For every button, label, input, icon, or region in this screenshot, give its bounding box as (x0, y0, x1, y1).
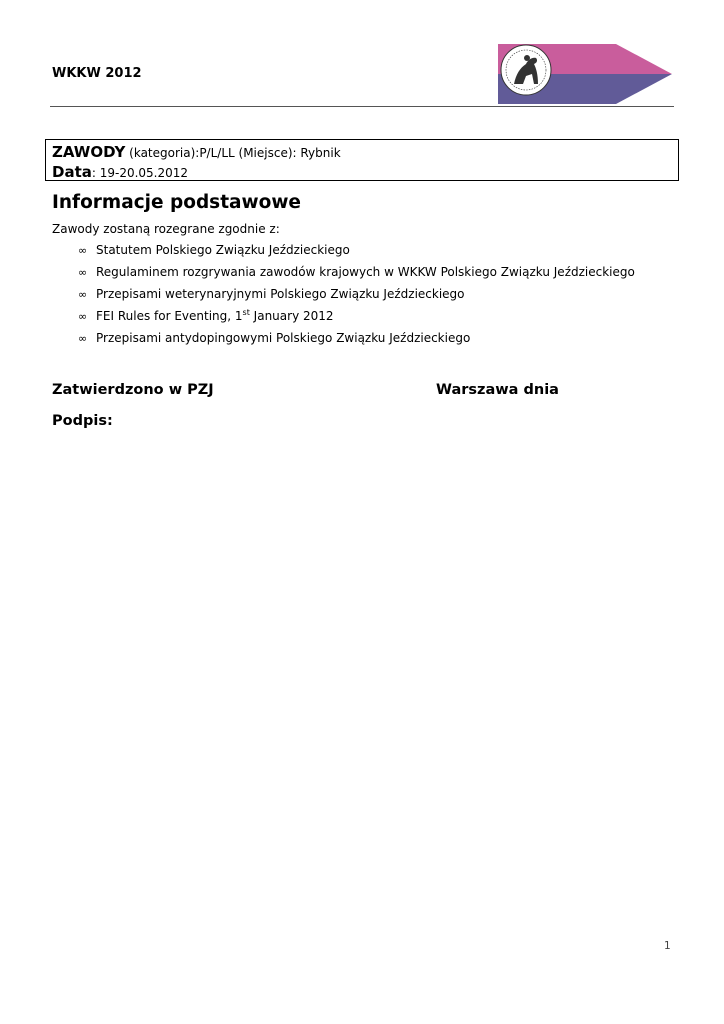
event-label: ZAWODY (52, 143, 126, 161)
list-item (78, 287, 635, 309)
ordinal-suffix: st (242, 308, 250, 317)
event-details: (kategoria):P/L/LL (Miejsce): Rybnik (125, 146, 341, 160)
list-item-text (96, 309, 334, 323)
date-label: Data (52, 163, 92, 181)
list-item-text-main: FEI Rules for Eventing, 1 (96, 309, 243, 323)
list-item (78, 331, 635, 353)
header-divider (50, 106, 674, 107)
section-intro: Zawody zostaną rozegrane zgodnie z: (52, 222, 280, 236)
date-value: : 19-20.05.2012 (91, 166, 189, 180)
regulations-list (78, 243, 635, 353)
infinity-bullet-icon: ∞ (78, 288, 88, 301)
signature-label: Podpis: (52, 413, 113, 429)
list-item-text-after: January 2012 (249, 309, 334, 323)
event-info-box (45, 139, 679, 181)
list-item-text: Przepisami weterynaryjnymi Polskiego Związku Jeździeckiego (96, 287, 465, 301)
list-item (78, 309, 635, 331)
horse-badge-icon (501, 45, 551, 95)
infinity-bullet-icon: ∞ (78, 332, 88, 345)
approved-label: Zatwierdzono w PZJ (52, 382, 214, 398)
infinity-bullet-icon: ∞ (78, 266, 88, 279)
list-item (78, 265, 635, 287)
pzj-pennant-logo (496, 40, 674, 104)
list-item (78, 243, 635, 265)
list-item-text: Regulaminem rozgrywania zawodów krajowych w WKKW Polskiego Związku Jeździeckiego (96, 265, 635, 279)
section-title: Informacje podstawowe (52, 192, 301, 213)
date-line (52, 162, 188, 181)
city-date-label: Warszawa dnia (436, 382, 559, 398)
list-item-text: Przepisami antydopingowymi Polskiego Związku Jeździeckiego (96, 331, 471, 345)
infinity-bullet-icon: ∞ (78, 310, 88, 323)
infinity-bullet-icon: ∞ (78, 244, 88, 257)
list-item-text: Statutem Polskiego Związku Jeździeckiego (96, 243, 350, 257)
event-line (52, 142, 341, 161)
page-number: 1 (664, 940, 671, 952)
header-title: WKKW 2012 (52, 66, 142, 81)
